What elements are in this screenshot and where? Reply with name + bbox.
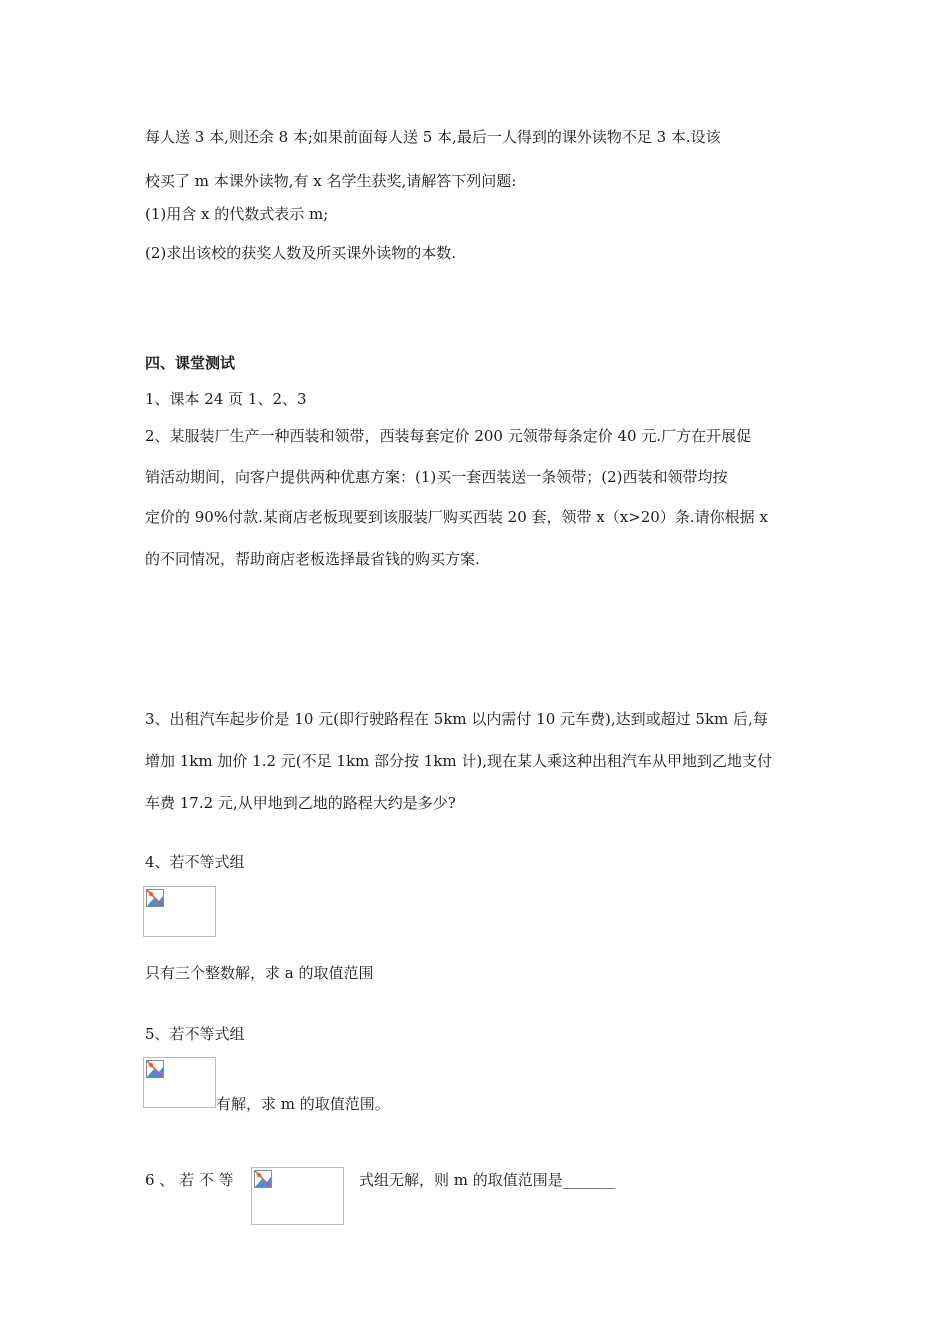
item-2-line-1: 2、某服装厂生产一种西装和领带，西装每套定价 200 元领带每条定价 40 元.厂方在开展促 bbox=[145, 427, 752, 445]
section-heading: 四、课堂测试 bbox=[145, 354, 236, 372]
item-6-before: 6 、 若 不 等 bbox=[145, 1171, 234, 1189]
item-3-line-2: 增加 1km 加价 1.2 元(不足 1km 部分按 1km 计),现在某人乘这种出租汽车从甲地到乙地支付 bbox=[145, 752, 773, 770]
item-6-after: 式组无解，则 m 的取值范围是_______ bbox=[359, 1171, 616, 1189]
item-2-line-4: 的不同情况，帮助商店老板选择最省钱的购买方案. bbox=[145, 550, 480, 568]
item-4-label: 4、若不等式组 bbox=[145, 853, 245, 871]
broken-image-icon bbox=[254, 1170, 272, 1188]
item-2-line-3: 定价的 90%付款.某商店老板现要到该服装厂购买西装 20 套，领带 x（x>20）条.请你根据 x bbox=[145, 508, 768, 526]
item-6-formula-image bbox=[251, 1167, 344, 1225]
broken-image-icon bbox=[146, 1060, 164, 1078]
intro-question-2: (2)求出该校的获奖人数及所买课外读物的本数. bbox=[145, 244, 457, 262]
intro-line-1: 每人送 3 本,则还余 8 本;如果前面每人送 5 本,最后一人得到的课外读物不足 3 本.设该 bbox=[145, 128, 721, 146]
intro-line-2: 校买了 m 本课外读物,有 x 名学生获奖,请解答下列问题: bbox=[145, 172, 517, 190]
item-2-line-2: 销活动期间，向客户提供两种优惠方案：(1)买一套西装送一条领带；(2)西装和领带均按 bbox=[145, 468, 728, 486]
item-3-line-1: 3、出租汽车起步价是 10 元(即行驶路程在 5km 以内需付 10 元车费),达到或超过 5km 后,每 bbox=[145, 710, 768, 728]
item-5-after: 有解，求 m 的取值范围。 bbox=[216, 1095, 390, 1113]
item-4-formula-image bbox=[143, 886, 216, 937]
intro-question-1: (1)用含 x 的代数式表示 m; bbox=[145, 205, 329, 223]
broken-image-icon bbox=[146, 889, 164, 907]
item-5-label: 5、若不等式组 bbox=[145, 1025, 245, 1043]
item-1: 1、课本 24 页 1、2、3 bbox=[145, 390, 307, 408]
item-5-formula-image bbox=[143, 1057, 216, 1108]
item-4-after: 只有三个整数解，求 a 的取值范围 bbox=[145, 964, 374, 982]
item-3-line-3: 车费 17.2 元,从甲地到乙地的路程大约是多少? bbox=[145, 794, 456, 812]
